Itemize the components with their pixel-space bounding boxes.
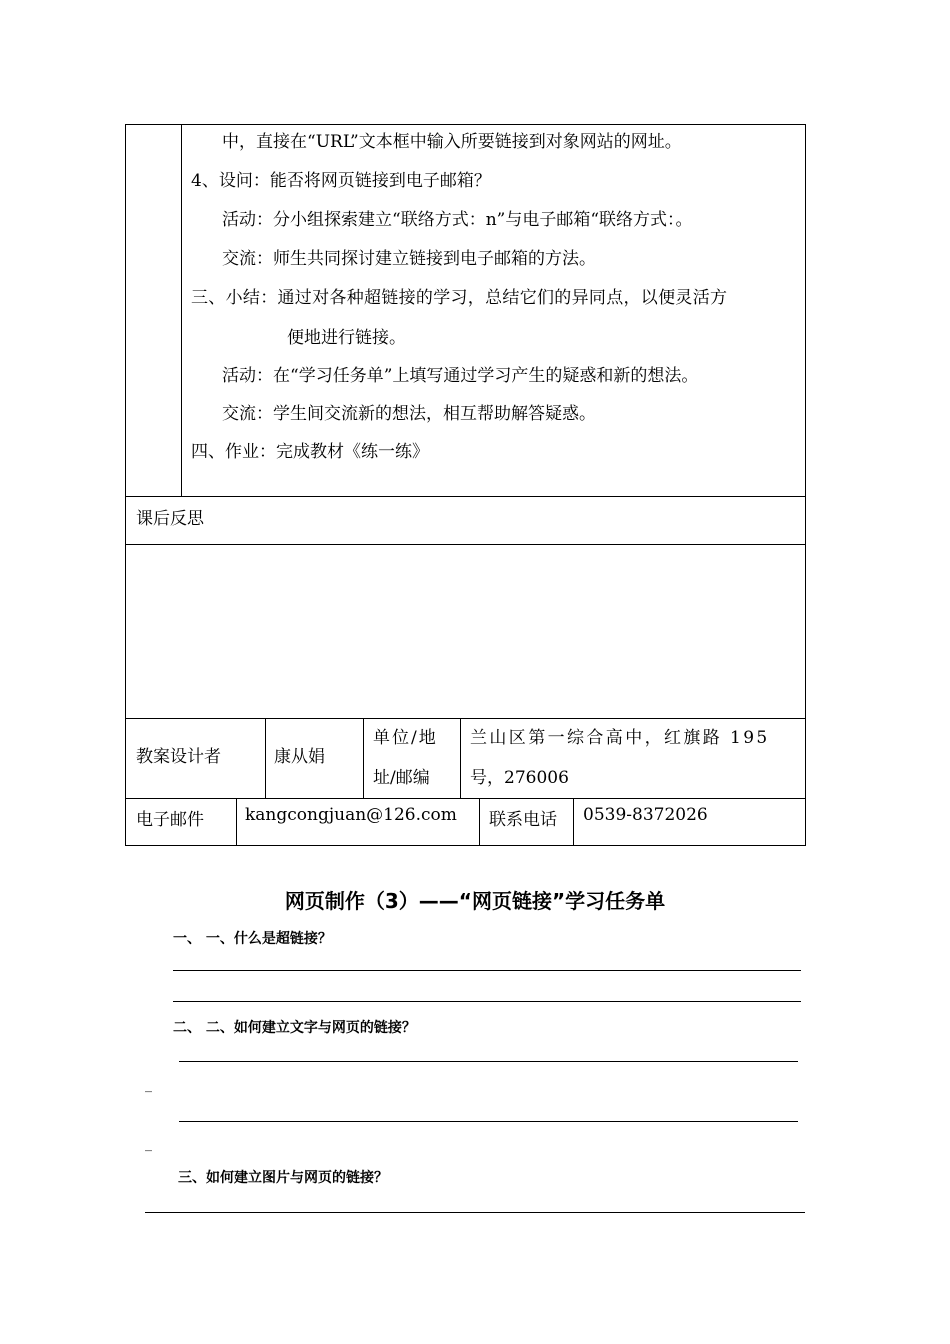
table-cell-divider xyxy=(479,798,480,846)
table-border-right xyxy=(805,124,806,846)
table-border-top xyxy=(125,124,806,125)
lesson-line: 中，直接在“URL”文本框中输入所要链接到对象网站的网址。 xyxy=(222,132,682,152)
lesson-line: 4、设问：能否将网页链接到电子邮箱？ xyxy=(191,171,491,191)
lesson-line: 四、作业：完成教材《练一练》 xyxy=(191,442,429,462)
designer-value: 康从娟 xyxy=(274,747,325,767)
table-cell-divider xyxy=(236,798,237,846)
answer-blank xyxy=(145,1212,805,1213)
table-row-divider xyxy=(125,544,806,545)
table-border-bottom xyxy=(125,845,806,846)
email-label: 电子邮件 xyxy=(136,810,204,830)
table-cell-divider xyxy=(573,798,574,846)
table-cell-divider xyxy=(363,718,364,799)
answer-blank xyxy=(179,1121,798,1122)
unit-address-label: 单位/地 xyxy=(373,728,438,748)
lesson-line: 活动：在“学习任务单”上填写通过学习产生的疑惑和新的想法。 xyxy=(222,366,699,386)
table-cell-divider xyxy=(460,718,461,799)
unit-address-value: 号，276006 xyxy=(470,768,569,788)
unit-address-label: 址/邮编 xyxy=(373,768,430,788)
question-2: 二、 二、如何建立文字与网页的链接？ xyxy=(173,1020,416,1036)
dash-mark: _ xyxy=(145,1136,152,1152)
lesson-line: 交流：学生间交流新的想法，相互帮助解答疑惑。 xyxy=(222,404,596,424)
lesson-line: 交流：师生共同探讨建立链接到电子邮箱的方法。 xyxy=(222,249,596,269)
question-1: 一、 一、什么是超链接？ xyxy=(173,931,332,947)
table-row-divider xyxy=(125,496,806,497)
unit-address-value: 兰山区第一综合高中，红旗路 195 xyxy=(470,728,770,748)
table-inner-column-divider xyxy=(181,124,182,497)
worksheet-title: 网页制作（3）——“网页链接”学习任务单 xyxy=(284,889,666,913)
reflection-label: 课后反思 xyxy=(136,509,204,529)
table-row-divider xyxy=(125,798,806,799)
answer-blank xyxy=(173,970,801,971)
phone-value: 0539-8372026 xyxy=(583,805,708,825)
question-3: 三、如何建立图片与网页的链接？ xyxy=(178,1170,388,1186)
table-row-divider xyxy=(125,718,806,719)
answer-blank xyxy=(179,1061,798,1062)
email-value: kangcongjuan@126.com xyxy=(245,805,457,825)
lesson-line: 三、小结：通过对各种超链接的学习，总结它们的异同点，以便灵活方 xyxy=(191,288,728,308)
dash-mark: _ xyxy=(145,1077,152,1093)
table-cell-divider xyxy=(265,718,266,799)
lesson-line: 活动：分小组探索建立“联络方式：n”与电子邮箱“联络方式：。 xyxy=(222,210,693,230)
lesson-line: 便地进行链接。 xyxy=(287,328,406,348)
answer-blank xyxy=(173,1001,801,1002)
phone-label: 联系电话 xyxy=(489,810,557,830)
table-border-left xyxy=(125,124,126,846)
designer-label: 教案设计者 xyxy=(136,747,221,767)
